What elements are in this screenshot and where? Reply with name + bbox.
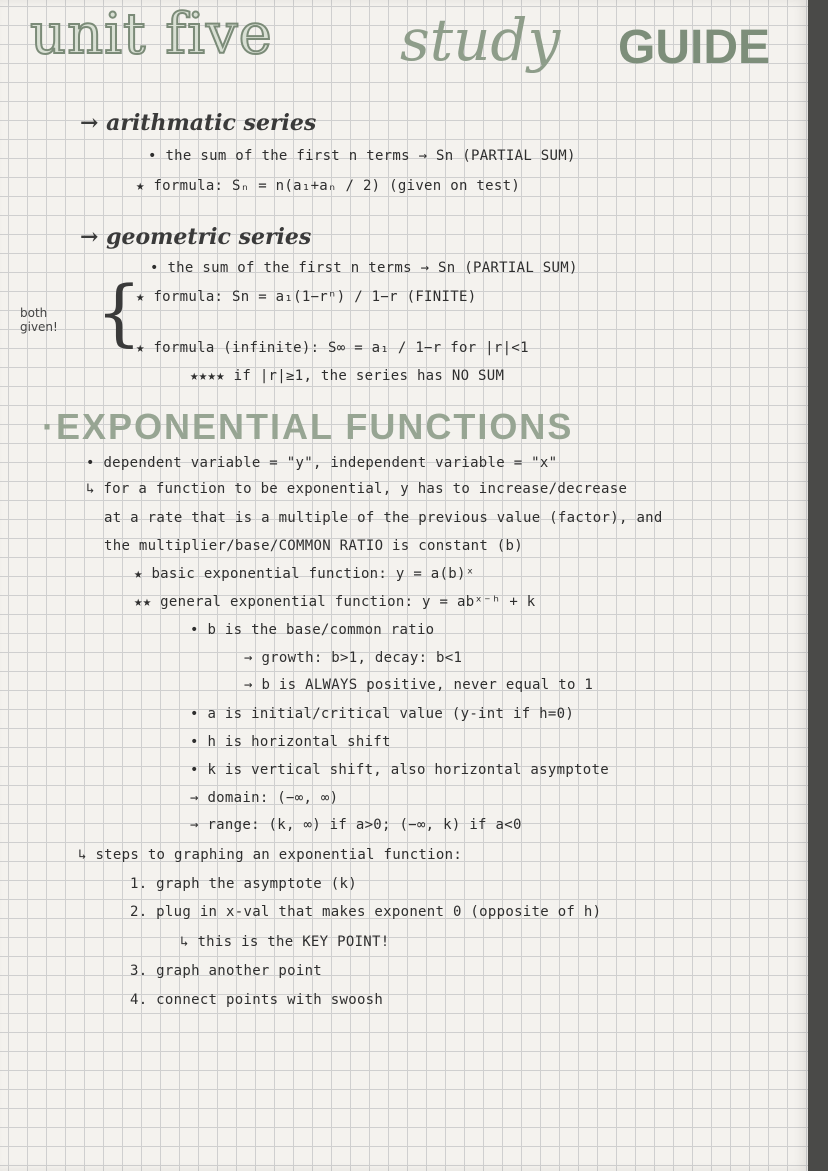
title-study: study — [400, 6, 561, 74]
exp-line-14: → range: (k, ∞) if a>0; (−∞, k) if a<0 — [190, 817, 522, 833]
arithmetic-line-2: ★ formula: Sₙ = n(a₁+aₙ / 2) (given on test) — [136, 178, 521, 194]
exponential-heading: ·EXPONENTIAL FUNCTIONS — [42, 406, 574, 447]
exp-line-9: → b is ALWAYS positive, never equal to 1 — [244, 677, 594, 693]
geometric-heading: → geometric series — [80, 224, 312, 250]
exp-line-16: 1. graph the asymptote (k) — [130, 876, 357, 892]
exp-line-8: → growth: b>1, decay: b<1 — [244, 650, 463, 666]
exp-line-12: • k is vertical shift, also horizontal asymptote — [190, 762, 609, 778]
arithmetic-line-1: • the sum of the first n terms → Sn (PARTIAL SUM) — [148, 148, 576, 164]
geometric-line-2: ★ formula: Sn = a₁(1−rⁿ) / 1−r (FINITE) — [136, 289, 477, 305]
brace-icon: { — [96, 270, 142, 354]
exp-line-19: 3. graph another point — [130, 963, 323, 979]
exp-line-15: ↳ steps to graphing an exponential function: — [78, 847, 463, 863]
exp-line-5: ★ basic exponential function: y = a(b)ˣ — [134, 566, 475, 582]
exp-line-3: at a rate that is a multiple of the previous value (factor), and — [104, 510, 663, 526]
geometric-line-4: ★★★★ if |r|≥1, the series has NO SUM — [190, 368, 505, 384]
exp-line-18: ↳ this is the KEY POINT! — [180, 934, 390, 950]
exp-line-4: the multiplier/base/COMMON RATIO is constant (b) — [104, 538, 523, 554]
exp-line-17: 2. plug in x-val that makes exponent 0 (opposite of h) — [130, 904, 602, 920]
exp-line-1: • dependent variable = "y", independent variable = "x" — [86, 455, 558, 471]
geometric-line-3: ★ formula (infinite): S∞ = a₁ / 1−r for |r|<1 — [136, 340, 529, 356]
geometric-line-1: • the sum of the first n terms → Sn (PARTIAL SUM) — [150, 260, 578, 276]
exp-line-20: 4. connect points with swoosh — [130, 992, 384, 1008]
title-guide: GUIDE — [618, 21, 771, 74]
title-unit-five: unit five — [30, 2, 273, 67]
exp-line-13: → domain: (−∞, ∞) — [190, 790, 339, 806]
exp-line-10: • a is initial/critical value (y-int if h=0) — [190, 706, 575, 722]
exp-line-6: ★★ general exponential function: y = abˣ⁻ʰ + k — [134, 594, 536, 610]
exp-line-11: • h is horizontal shift — [190, 734, 391, 750]
side-note: both given! — [20, 306, 58, 334]
exp-line-2: ↳ for a function to be exponential, y has to increase/decrease — [86, 481, 628, 497]
exp-line-7: • b is the base/common ratio — [190, 622, 435, 638]
arithmetic-heading: → arithmatic series — [80, 110, 317, 136]
